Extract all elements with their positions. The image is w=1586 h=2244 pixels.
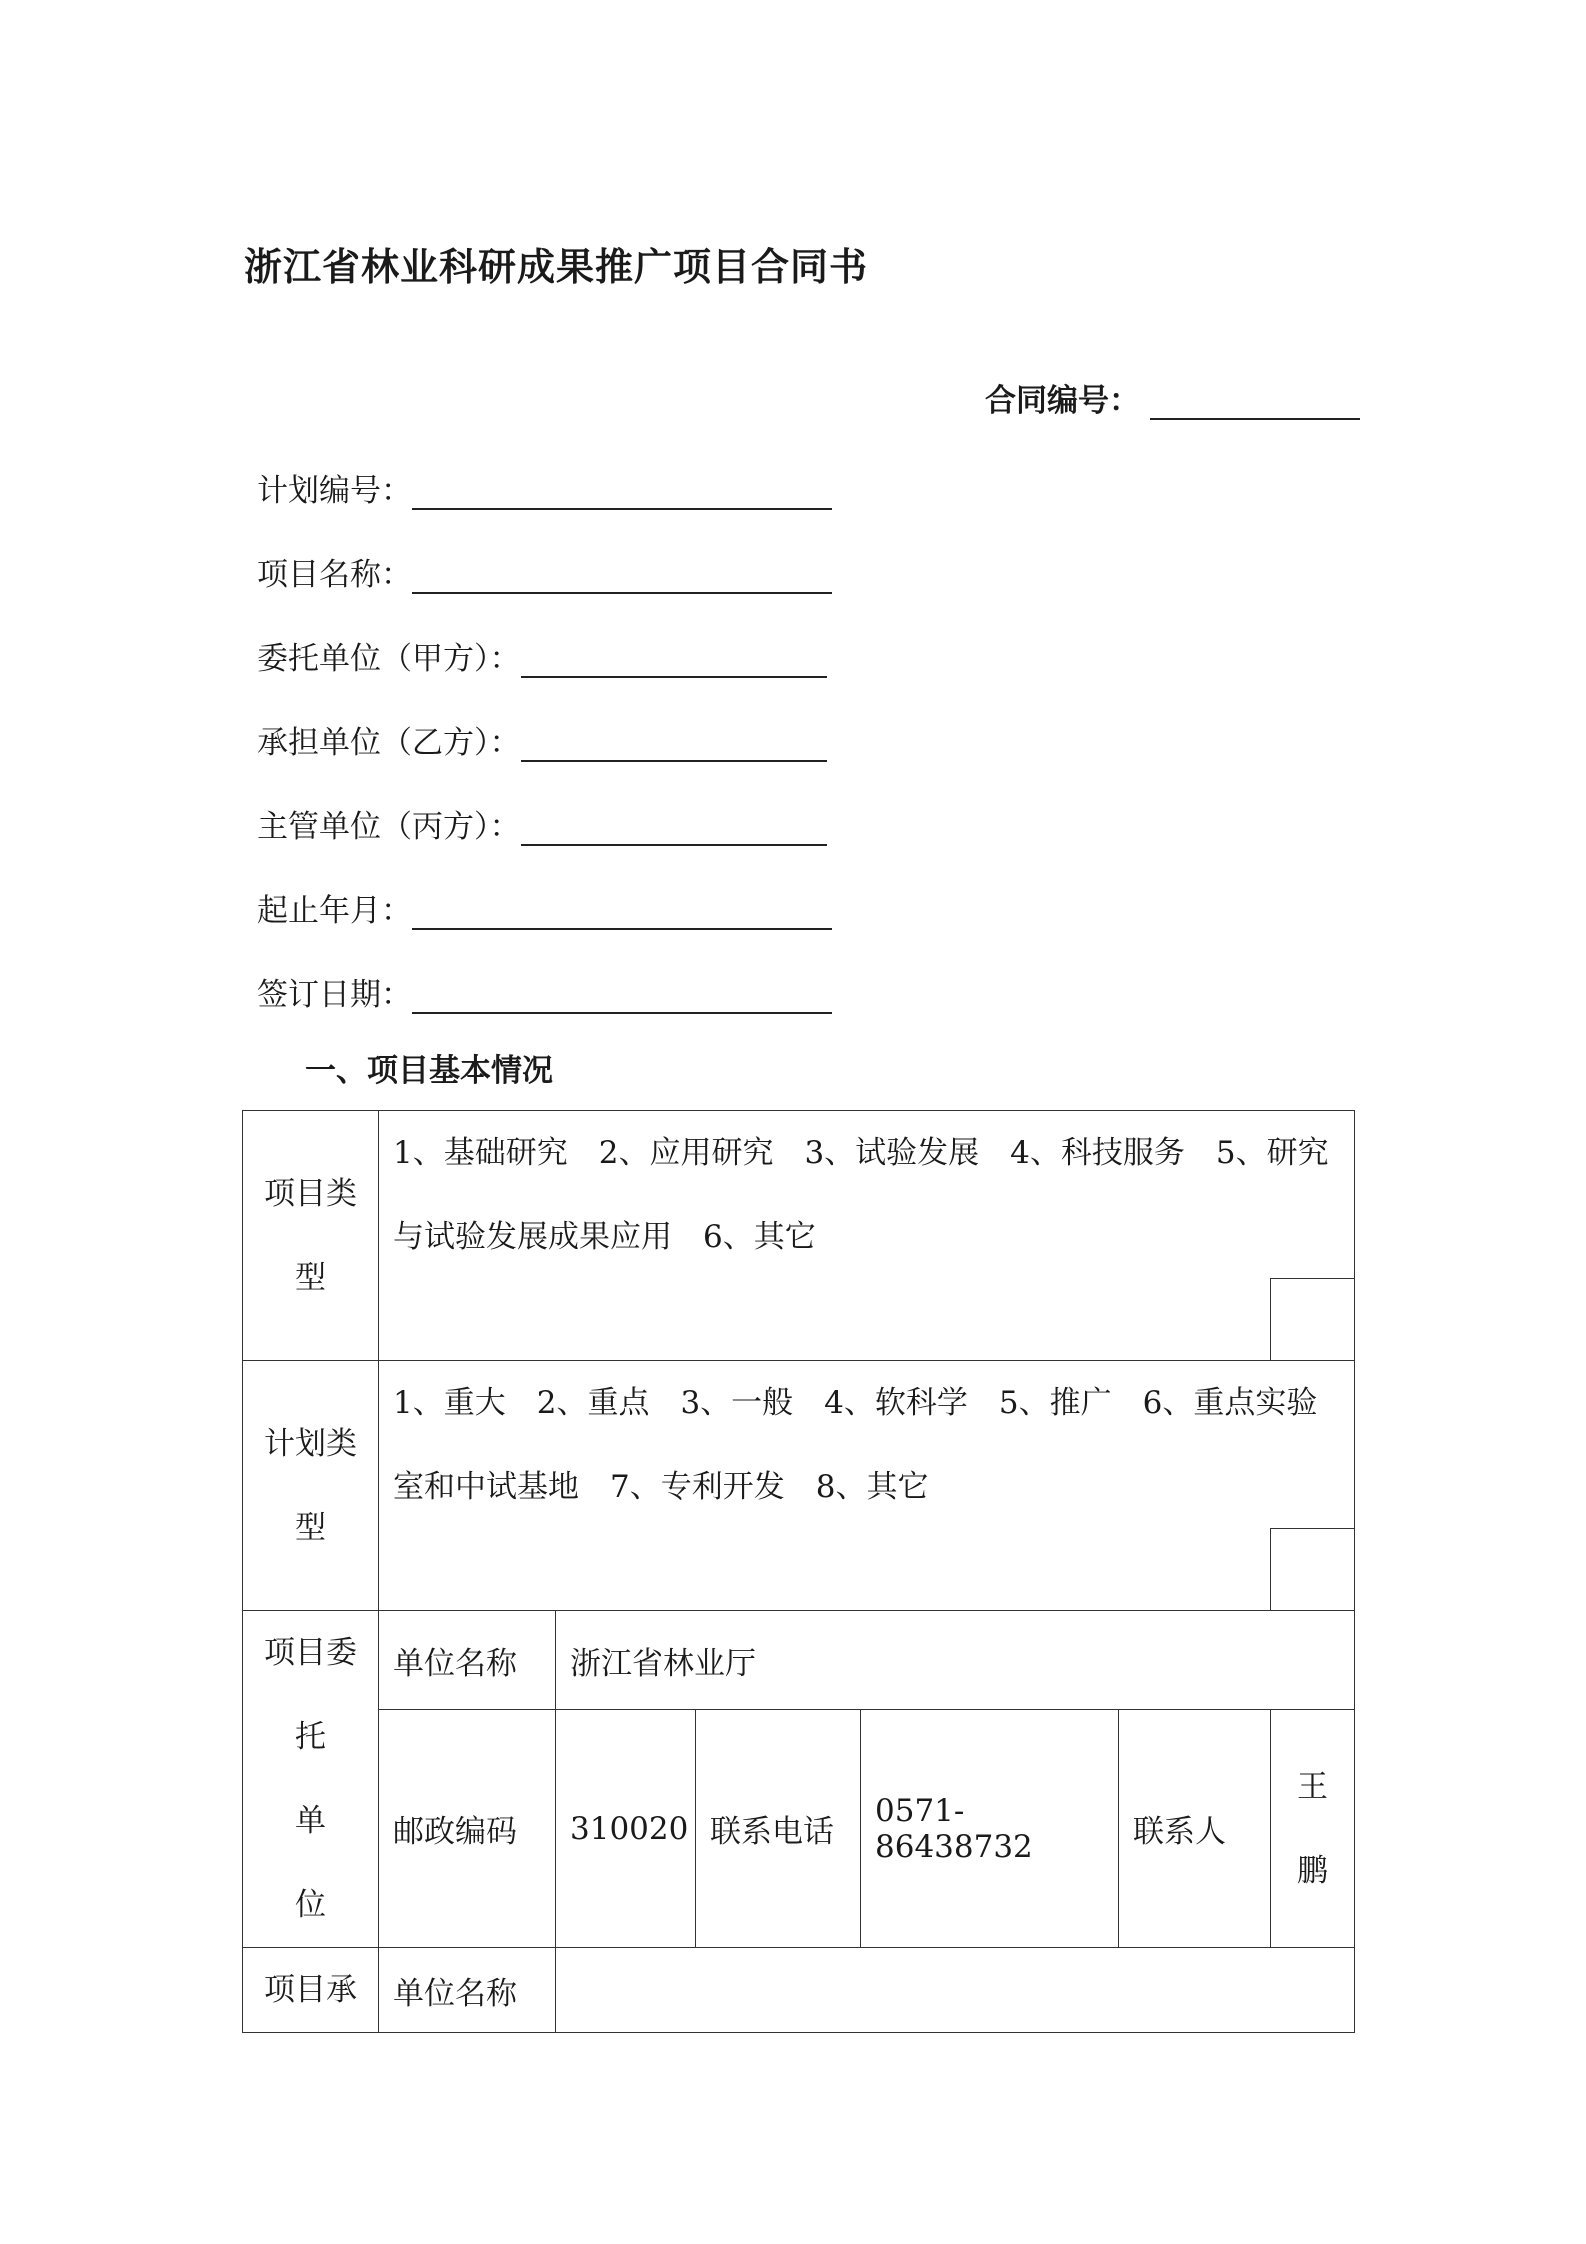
plan-type-label-line1: 计划类 <box>264 1425 357 1462</box>
project-name-label: 项目名称： <box>257 557 412 593</box>
plan-type-row <box>243 1361 1355 1611</box>
contract-number-blank[interactable] <box>1150 378 1360 420</box>
period-label: 起止年月： <box>257 893 412 929</box>
client-label <box>243 1611 379 1948</box>
plan-type-label-line2: 型 <box>295 1509 326 1546</box>
contact-value[interactable] <box>1271 1710 1355 1948</box>
project-type-answer-box[interactable] <box>1270 1278 1355 1361</box>
undertaker-unit-name-value[interactable] <box>556 1948 1355 2033</box>
document-title: 浙江省林业科研成果推广项目合同书 <box>244 245 869 289</box>
undertaker-unit-name-label: 单位名称 <box>379 1948 556 2033</box>
period-field <box>257 885 832 930</box>
client-unit-name-value[interactable]: 浙江省林业厅 <box>556 1611 1355 1710</box>
phone-label: 联系电话 <box>696 1710 861 1948</box>
project-type-options-line2: 与试验发展成果应用 6、其它 <box>393 1219 816 1255</box>
contract-number-field <box>985 375 1360 420</box>
project-type-label-line1: 项目类 <box>264 1175 357 1212</box>
client-unit-field <box>257 633 827 678</box>
contact-label: 联系人 <box>1119 1710 1271 1948</box>
undertaker-label: 项目承 <box>243 1948 379 2033</box>
project-type-options <box>379 1111 1355 1361</box>
project-type-options-line1: 1、基础研究 2、应用研究 3、试验发展 4、科技服务 5、研究 <box>393 1135 1329 1171</box>
plan-type-options <box>379 1361 1355 1611</box>
plan-type-answer-box[interactable] <box>1270 1528 1355 1611</box>
client-label-line4: 位 <box>295 1887 326 1923</box>
client-label-line2: 托 <box>295 1719 326 1755</box>
contact-value-line2: 鹏 <box>1297 1852 1329 1889</box>
project-name-blank[interactable] <box>412 554 832 594</box>
undertaker-unit-blank[interactable] <box>521 722 827 762</box>
undertaker-unit-field <box>257 717 827 762</box>
client-unit-name-label: 单位名称 <box>379 1611 556 1710</box>
client-label-line3: 单 <box>295 1803 326 1839</box>
sign-date-label: 签订日期： <box>257 977 412 1013</box>
sign-date-field <box>257 969 832 1014</box>
phone-value[interactable]: 0571-86438732 <box>861 1710 1119 1948</box>
client-unit-name-row <box>243 1611 1355 1710</box>
supervisor-unit-blank[interactable] <box>521 806 827 846</box>
plan-number-field <box>257 465 832 510</box>
plan-number-blank[interactable] <box>412 470 832 510</box>
sign-date-blank[interactable] <box>412 974 832 1014</box>
project-type-label <box>243 1111 379 1361</box>
project-type-row <box>243 1111 1355 1361</box>
period-blank[interactable] <box>412 890 832 930</box>
undertaker-unit-label: 承担单位（乙方）： <box>257 725 521 761</box>
plan-type-options-line1: 1、重大 2、重点 3、一般 4、软科学 5、推广 6、重点实验 <box>393 1385 1318 1421</box>
client-unit-label: 委托单位（甲方）： <box>257 641 521 677</box>
client-unit-blank[interactable] <box>521 638 827 678</box>
undertaker-unit-name-row <box>243 1948 1355 2033</box>
plan-type-label <box>243 1361 379 1611</box>
client-contact-row <box>243 1710 1355 1948</box>
plan-number-label: 计划编号： <box>257 473 412 509</box>
plan-type-options-line2: 室和中试基地 7、专利开发 8、其它 <box>393 1469 929 1505</box>
section-title: 一、项目基本情况 <box>305 1053 553 1089</box>
supervisor-unit-label: 主管单位（丙方）： <box>257 809 521 845</box>
project-type-label-line2: 型 <box>295 1259 326 1296</box>
supervisor-unit-field <box>257 801 827 846</box>
contact-value-line1: 王 <box>1297 1768 1329 1805</box>
project-info-table <box>242 1110 1355 2033</box>
postcode-value[interactable]: 310020 <box>556 1710 696 1948</box>
postcode-label: 邮政编码 <box>379 1710 556 1948</box>
project-name-field <box>257 549 832 594</box>
client-label-line1: 项目委 <box>264 1635 357 1671</box>
contract-number-label: 合同编号： <box>985 383 1140 419</box>
